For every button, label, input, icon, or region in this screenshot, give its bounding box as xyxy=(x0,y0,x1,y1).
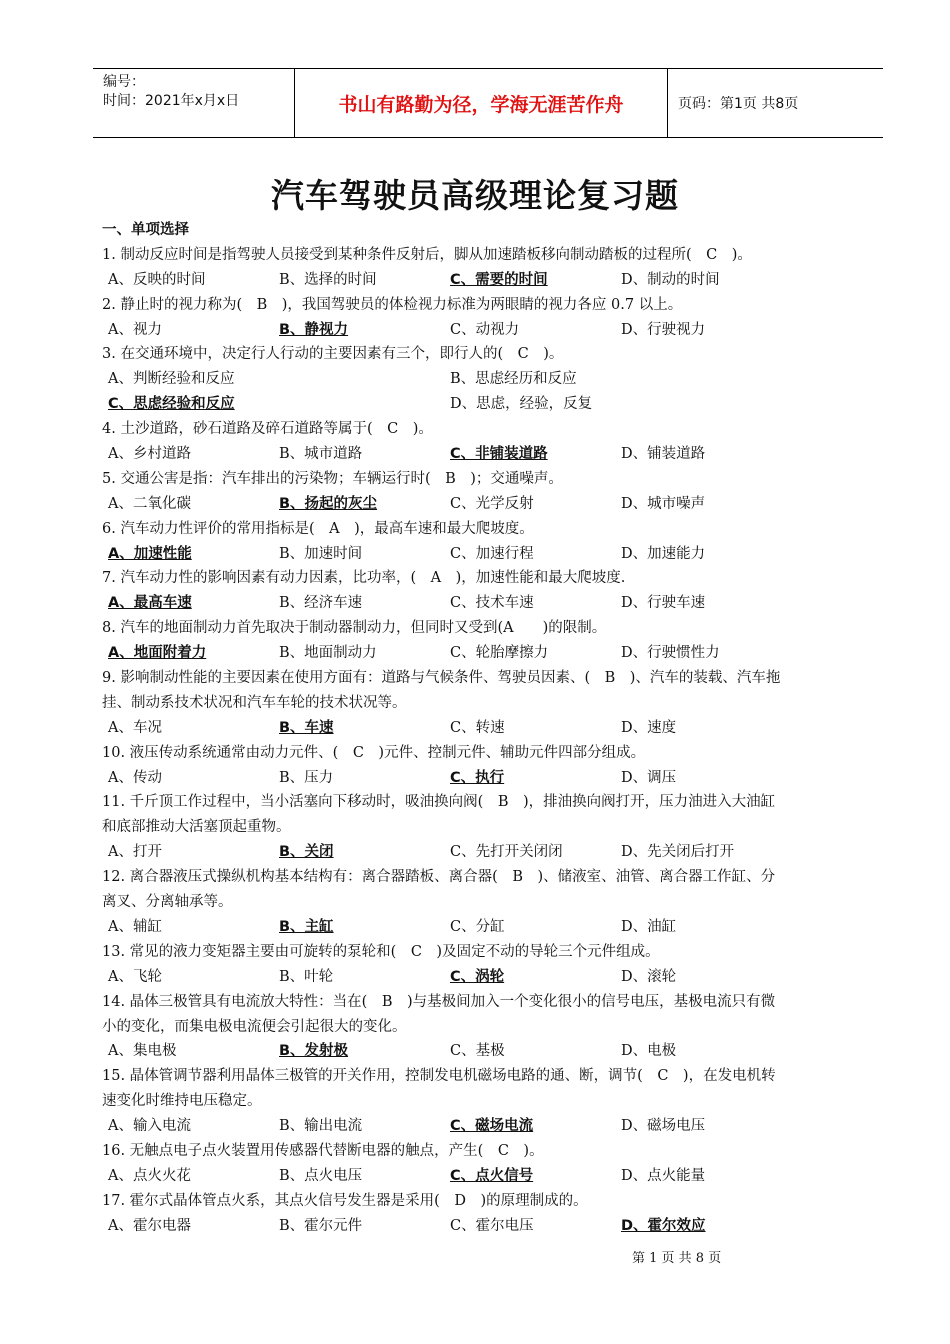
answer-option xyxy=(108,641,279,666)
option-label: A、飞轮 xyxy=(108,968,162,985)
correct-answer-label: B、发射极 xyxy=(279,1043,349,1060)
answer-option xyxy=(621,442,792,467)
answer-option xyxy=(279,591,450,616)
correct-answer-label: A、地面附着力 xyxy=(108,645,207,662)
correct-answer-label: C、磁场电流 xyxy=(450,1118,534,1135)
option-label: D、思虑，经验，反复 xyxy=(450,396,593,413)
answer-option xyxy=(450,641,621,666)
option-label: C、光学反射 xyxy=(450,495,534,512)
question-text: 4. 土沙道路，砂石道路及碎石道路等属于( C )。 xyxy=(102,421,433,438)
option-label: A、反映的时间 xyxy=(108,271,206,288)
question-text: 和底部推动大活塞顶起重物。 xyxy=(102,819,291,836)
answer-option xyxy=(279,442,450,467)
option-label: D、加速能力 xyxy=(621,545,706,562)
question-text: 12. 离合器液压式操纵机构基本结构有：离合器踏板、离合器( B )、储液室、油管、离合器工作缸、分 xyxy=(102,869,776,886)
answer-option xyxy=(621,1114,792,1139)
question-text: 9. 影响制动性能的主要因素在使用方面有：道路与气候条件、驾驶员因素、( B )、汽车的装载、汽车拖 xyxy=(102,670,781,687)
option-label: D、电极 xyxy=(621,1043,677,1060)
answer-option xyxy=(450,442,621,467)
answer-option xyxy=(108,542,279,567)
answer-option xyxy=(621,716,792,741)
question-text: 小的变化，而集电极电流便会引起很大的变化。 xyxy=(102,1018,407,1035)
option-label: A、打开 xyxy=(108,844,162,861)
option-label: B、压力 xyxy=(279,769,334,786)
answer-option xyxy=(621,840,792,865)
answer-option xyxy=(108,442,279,467)
answer-option xyxy=(108,1114,279,1139)
answer-option xyxy=(279,641,450,666)
correct-answer-label: C、非铺装道路 xyxy=(450,446,548,463)
correct-answer-label: C、思虑经验和反应 xyxy=(108,396,235,413)
option-label: A、视力 xyxy=(108,321,162,338)
option-row xyxy=(102,492,882,517)
answer-option xyxy=(621,965,792,990)
answer-option xyxy=(450,716,621,741)
document-title: 汽车驾驶员高级理论复习题 xyxy=(271,176,679,215)
correct-answer-label: A、最高车速 xyxy=(108,595,192,612)
answer-option xyxy=(450,367,792,392)
option-label: A、集电极 xyxy=(108,1043,177,1060)
answer-option xyxy=(108,965,279,990)
option-label: C、分缸 xyxy=(450,918,505,935)
answer-option xyxy=(621,641,792,666)
option-label: A、辅缸 xyxy=(108,918,162,935)
answer-option xyxy=(621,1039,792,1064)
option-label: B、输出电流 xyxy=(279,1118,363,1135)
correct-answer-label: A、加速性能 xyxy=(108,545,192,562)
option-label: C、霍尔电压 xyxy=(450,1217,534,1234)
answer-option xyxy=(108,392,450,417)
header-motto: 书山有路勤为径，学海无涯苦作舟 xyxy=(295,69,668,137)
answer-option xyxy=(450,492,621,517)
answer-option xyxy=(621,268,792,293)
answer-option xyxy=(450,1164,621,1189)
answer-option xyxy=(279,716,450,741)
answer-option xyxy=(621,542,792,567)
question-text: 3. 在交通环境中，决定行人行动的主要因素有三个，即行人的( C )。 xyxy=(102,346,564,363)
option-label: C、基极 xyxy=(450,1043,505,1060)
document-number-label: 编号： xyxy=(103,74,145,90)
answer-option xyxy=(108,840,279,865)
correct-answer-label: B、主缸 xyxy=(279,918,334,935)
question-text: 挂、制动系技术状况和汽车车轮的技术状况等。 xyxy=(102,694,407,711)
option-row xyxy=(102,1039,882,1064)
answer-option xyxy=(450,268,621,293)
correct-answer-label: D、霍尔效应 xyxy=(621,1217,706,1234)
answer-option xyxy=(621,1214,792,1239)
answer-option xyxy=(279,965,450,990)
option-label: C、转速 xyxy=(450,719,505,736)
option-row xyxy=(102,840,882,865)
section-heading: 一、单项选择 xyxy=(102,222,189,238)
answer-option xyxy=(450,542,621,567)
option-row xyxy=(102,268,882,293)
option-label: B、点火电压 xyxy=(279,1167,363,1184)
question-text: 11. 千斤顶工作过程中，当小活塞向下移动时，吸油换向阀( B )，排油换向阀打开，压力油进入大油缸 xyxy=(102,794,776,811)
option-label: A、乡村道路 xyxy=(108,446,191,463)
answer-option xyxy=(450,392,792,417)
correct-answer-label: B、车速 xyxy=(279,719,334,736)
answer-option xyxy=(621,915,792,940)
question-text: 1. 制动反应时间是指驾驶人员接受到某种条件反射后，脚从加速踏板移向制动踏板的过程所( C )。 xyxy=(102,246,752,263)
answer-option xyxy=(450,915,621,940)
option-label: A、输入电流 xyxy=(108,1118,191,1135)
option-row xyxy=(102,915,882,940)
question-list xyxy=(102,218,882,1239)
correct-answer-label: C、点火信号 xyxy=(450,1167,534,1184)
answer-option xyxy=(621,591,792,616)
option-label: D、点火能量 xyxy=(621,1167,706,1184)
option-label: B、叶轮 xyxy=(279,968,334,985)
answer-option xyxy=(108,766,279,791)
question-text: 16. 无触点电子点火装置用传感器代替断电器的触点，产生( C )。 xyxy=(102,1142,544,1159)
answer-option xyxy=(621,318,792,343)
answer-option xyxy=(279,840,450,865)
answer-option xyxy=(108,1214,279,1239)
option-label: C、先打开关闭闭 xyxy=(450,844,563,861)
option-row xyxy=(102,367,882,392)
header-page-info: 页码：第1页 共8页 xyxy=(678,96,799,112)
option-row xyxy=(102,1214,882,1239)
option-row xyxy=(102,392,882,417)
option-row xyxy=(102,1114,882,1139)
answer-option xyxy=(108,915,279,940)
answer-option xyxy=(279,492,450,517)
option-row xyxy=(102,641,882,666)
answer-option xyxy=(450,766,621,791)
option-label: B、地面制动力 xyxy=(279,645,377,662)
option-row xyxy=(102,591,882,616)
option-label: D、先关闭后打开 xyxy=(621,844,735,861)
option-label: D、速度 xyxy=(621,719,677,736)
question-text: 5. 交通公害是指：汽车排出的污染物；车辆运行时( B )；交通噪声。 xyxy=(102,470,563,487)
header-meta xyxy=(93,69,295,137)
option-row xyxy=(102,442,882,467)
option-label: C、加速行程 xyxy=(450,545,534,562)
question-text: 6. 汽车动力性评价的常用指标是( A )，最高车速和最大爬坡度。 xyxy=(102,520,534,537)
answer-option xyxy=(108,591,279,616)
correct-answer-label: C、需要的时间 xyxy=(450,271,548,288)
answer-option xyxy=(621,766,792,791)
answer-option xyxy=(108,318,279,343)
correct-answer-label: B、静视力 xyxy=(279,321,349,338)
option-label: A、车况 xyxy=(108,719,162,736)
answer-option xyxy=(108,268,279,293)
correct-answer-label: C、涡轮 xyxy=(450,968,505,985)
answer-option xyxy=(621,1164,792,1189)
question-text: 速变化时维持电压稳定。 xyxy=(102,1093,262,1110)
answer-option xyxy=(279,766,450,791)
question-text: 13. 常见的液力变矩器主要由可旋转的泵轮和( C )及固定不动的导轮三个元件组成。 xyxy=(102,943,660,960)
answer-option xyxy=(450,840,621,865)
option-row xyxy=(102,965,882,990)
option-label: C、技术车速 xyxy=(450,595,534,612)
option-row xyxy=(102,716,882,741)
option-label: C、轮胎摩擦力 xyxy=(450,645,549,662)
option-label: B、经济车速 xyxy=(279,595,363,612)
option-row xyxy=(102,1164,882,1189)
option-label: C、动视力 xyxy=(450,321,520,338)
correct-answer-label: B、关闭 xyxy=(279,844,334,861)
option-label: A、判断经验和反应 xyxy=(108,371,235,388)
answer-option xyxy=(450,1114,621,1139)
question-text: 7. 汽车动力性的影响因素有动力因素，比功率，( A )，加速性能和最大爬坡度. xyxy=(102,570,626,587)
option-label: D、行驶视力 xyxy=(621,321,706,338)
answer-option xyxy=(450,965,621,990)
question-text: 离叉、分离轴承等。 xyxy=(102,894,233,911)
option-label: D、调压 xyxy=(621,769,677,786)
answer-option xyxy=(279,318,450,343)
question-text: 14. 晶体三极管具有电流放大特性：当在( B )与基极间加入一个变化很小的信号电压，基极电流只有微 xyxy=(102,993,776,1010)
option-label: D、行驶车速 xyxy=(621,595,706,612)
answer-option xyxy=(450,318,621,343)
answer-option xyxy=(279,542,450,567)
page-header xyxy=(93,68,883,138)
option-label: D、制动的时间 xyxy=(621,271,720,288)
option-label: A、点火火花 xyxy=(108,1167,191,1184)
option-row xyxy=(102,318,882,343)
option-label: D、城市噪声 xyxy=(621,495,706,512)
question-text: 8. 汽车的地面制动力首先取决于制动器制动力，但同时又受到(A )的限制。 xyxy=(102,620,607,637)
option-label: B、思虑经历和反应 xyxy=(450,371,577,388)
answer-option xyxy=(450,1214,621,1239)
question-text: 15. 晶体管调节器利用晶体三极管的开关作用，控制发电机磁场电路的通、断，调节( C )，在发电机转 xyxy=(102,1068,776,1085)
option-label: B、霍尔元件 xyxy=(279,1217,363,1234)
answer-option xyxy=(108,1039,279,1064)
answer-option xyxy=(279,1214,450,1239)
option-label: B、加速时间 xyxy=(279,545,363,562)
option-label: B、城市道路 xyxy=(279,446,363,463)
option-label: A、传动 xyxy=(108,769,162,786)
answer-option xyxy=(279,268,450,293)
correct-answer-label: B、扬起的灰尘 xyxy=(279,495,378,512)
question-text: 2. 静止时的视力称为( B )，我国驾驶员的体检视力标准为两眼睛的视力各应 0.7 以上。 xyxy=(102,296,683,313)
option-label: D、行驶惯性力 xyxy=(621,645,720,662)
option-row xyxy=(102,542,882,567)
option-label: A、二氧化碳 xyxy=(108,495,191,512)
answer-option xyxy=(621,492,792,517)
page-footer: 第 1 页 共 8 页 xyxy=(632,1251,722,1266)
answer-option xyxy=(279,1164,450,1189)
question-text: 17. 霍尔式晶体管点火系，其点火信号发生器是采用( D )的原理制成的。 xyxy=(102,1192,588,1209)
option-label: D、磁场电压 xyxy=(621,1118,706,1135)
option-label: D、铺装道路 xyxy=(621,446,706,463)
answer-option xyxy=(108,367,450,392)
answer-option xyxy=(279,1114,450,1139)
option-label: D、滚轮 xyxy=(621,968,677,985)
option-row xyxy=(102,766,882,791)
answer-option xyxy=(450,1039,621,1064)
answer-option xyxy=(450,591,621,616)
option-label: D、油缸 xyxy=(621,918,677,935)
correct-answer-label: C、执行 xyxy=(450,769,505,786)
answer-option xyxy=(108,1164,279,1189)
option-label: A、霍尔电器 xyxy=(108,1217,191,1234)
answer-option xyxy=(108,716,279,741)
answer-option xyxy=(279,1039,450,1064)
document-time-label: 时间：2021年x月x日 xyxy=(103,93,240,109)
question-text: 10. 液压传动系统通常由动力元件、( C )元件、控制元件、辅助元件四部分组成。 xyxy=(102,744,646,761)
answer-option xyxy=(108,492,279,517)
option-label: B、选择的时间 xyxy=(279,271,377,288)
answer-option xyxy=(279,915,450,940)
